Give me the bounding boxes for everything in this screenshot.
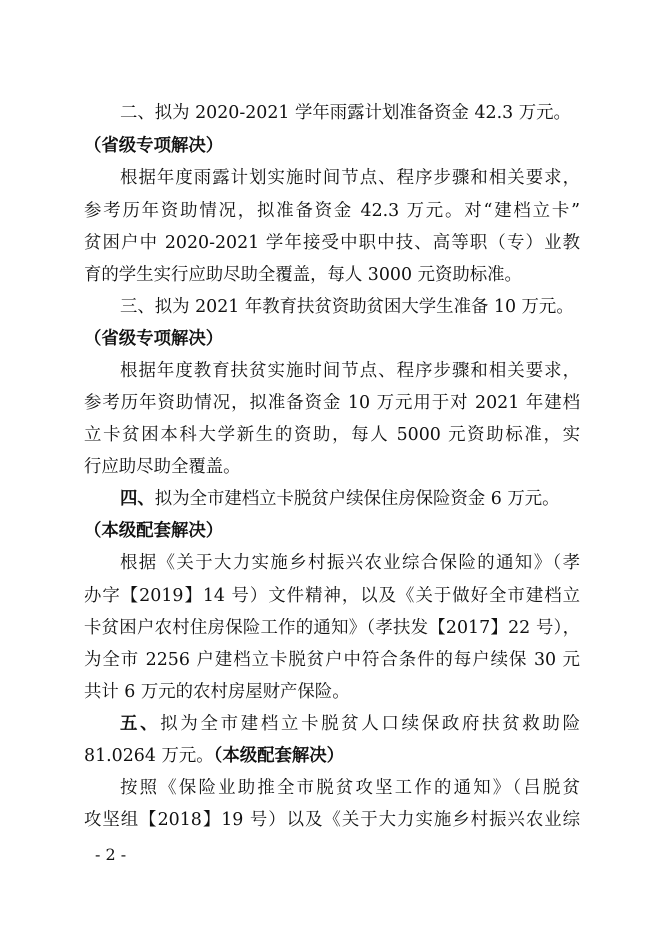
paragraph-line: 根据《关于大力实施乡村振兴农业综合保险的通知》（孝 bbox=[120, 553, 580, 573]
paragraph-line: 按照《保险业助推全市脱贫攻坚工作的通知》（吕脱贫 bbox=[120, 778, 580, 798]
heading-item-5: 五、拟为全市建档立卡脱贫人口续保政府扶贫救助险 bbox=[120, 714, 580, 734]
paragraph-line: 行应助尽助全覆盖。 bbox=[84, 457, 241, 477]
paragraph-line: 共计 6 万元的农村房屋财产保险。 bbox=[84, 682, 350, 702]
paragraph-line: 立卡贫困本科大学新生的资助，每人 5000 元资助标准，实 bbox=[84, 425, 580, 445]
source-note: （省级专项解决） bbox=[84, 329, 224, 349]
source-note: （省级专项解决） bbox=[84, 136, 224, 156]
paragraph-line: 81.0264 万元。（本级配套解决） bbox=[84, 746, 345, 766]
heading-item-3: 三、拟为 2021 年教育扶贫资助贫困大学生准备 10 万元。 bbox=[120, 297, 574, 317]
heading-item-4: 四、拟为全市建档立卡脱贫户续保住房保险资金 6 万元。 bbox=[120, 489, 560, 509]
page-number: - 2 - bbox=[95, 845, 127, 864]
paragraph-line: 贫困户中 2020-2021 学年接受中职中技、高等职（专）业教 bbox=[84, 233, 580, 253]
paragraph-line: 参考历年资助情况，拟准备资金 10 万元用于对 2021 年建档 bbox=[84, 393, 580, 413]
paragraph-line: 参考历年资助情况，拟准备资金 42.3 万元。对“建档立卡” bbox=[84, 201, 580, 221]
heading-item-2: 二、拟为 2020-2021 学年雨露计划准备资金 42.3 万元。 bbox=[120, 103, 571, 123]
paragraph-line: 根据年度教育扶贫实施时间节点、程序步骤和相关要求， bbox=[120, 361, 580, 381]
paragraph-line: 卡贫困户农村住房保险工作的通知》（孝扶发【2017】22 号）， bbox=[84, 618, 580, 638]
paragraph-line: 育的学生实行应助尽助全覆盖，每人 3000 元资助标准。 bbox=[84, 265, 522, 285]
paragraph-line: 根据年度雨露计划实施时间节点、程序步骤和相关要求， bbox=[120, 168, 580, 188]
paragraph-line: 办字【2019】14 号）文件精神，以及《关于做好全市建档立 bbox=[84, 586, 580, 606]
paragraph-line: 攻坚组【2018】19 号）以及《关于大力实施乡村振兴农业综 bbox=[84, 810, 580, 830]
paragraph-line: 为全市 2256 户建档立卡脱贫户中符合条件的每户续保 30 元 bbox=[84, 650, 580, 670]
source-note: （本级配套解决） bbox=[84, 521, 224, 541]
